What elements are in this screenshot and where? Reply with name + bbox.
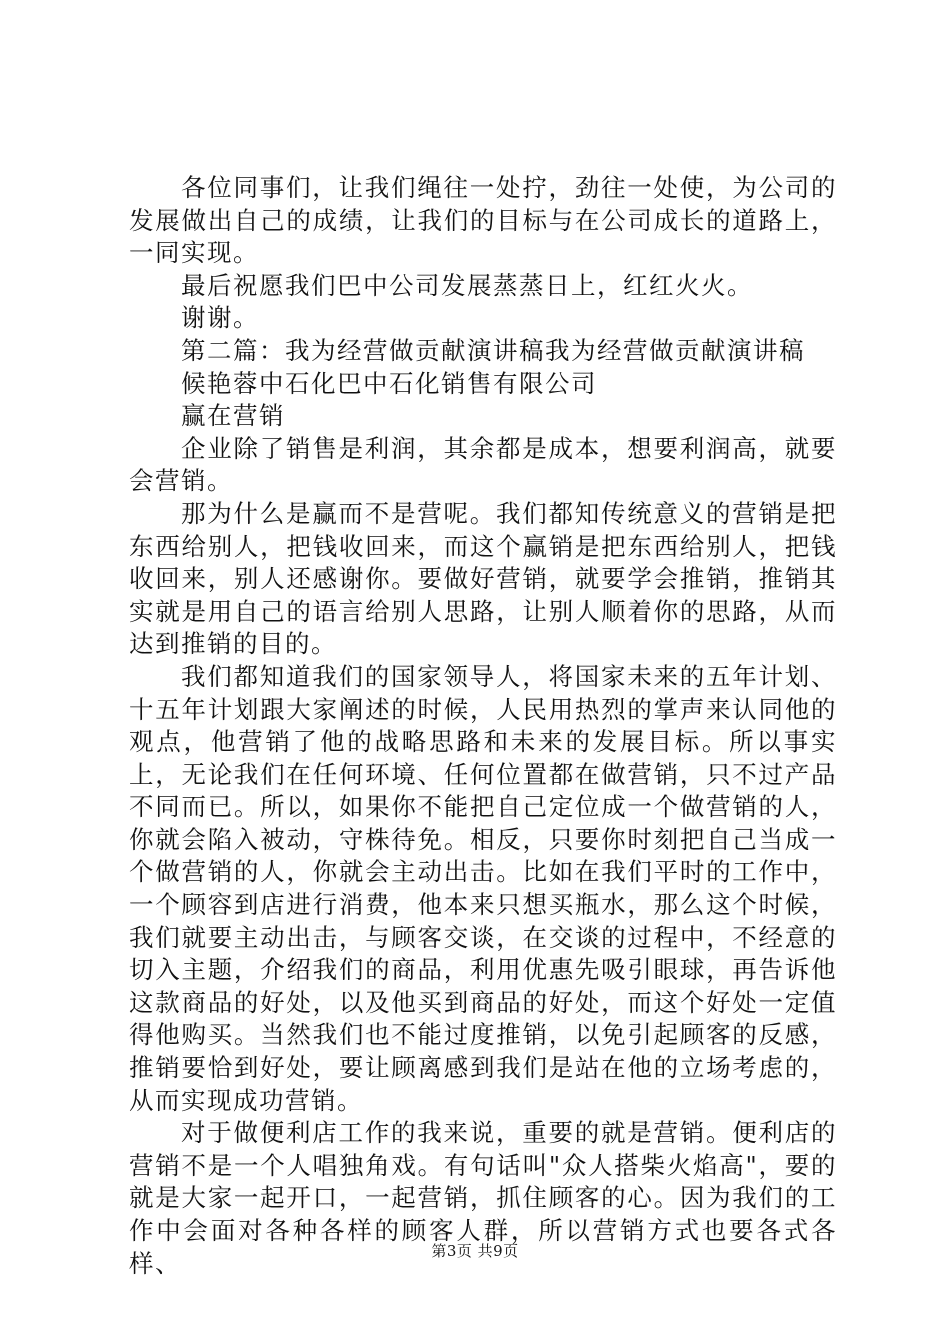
- document-body: [129, 172, 837, 1280]
- paragraph-why-win: 那为什么是赢而不是营呢。我们都知传统意义的营销是把东西给别人，把钱收回来，而这个赢销是把东西给别人，把钱收回来，别人还感谢你。要做好营销，就要学会推销，推销其实就是用自己的语言给别人思路，让别人顺着你的思路，从而达到推销的目的。: [129, 498, 837, 659]
- author-line: 候艳蓉中石化巴中石化销售有限公司: [181, 368, 597, 398]
- paragraph-convenience-store: 对于做便利店工作的我来说，重要的就是营销。便利店的营销不是一个人唱独角戏。有句话叫"众人搭柴火焰高"，要的就是大家一起开口，一起营销，抓住顾客的心。因为我们的工作中会面对各种各样的顾客人群，所以营销方式也要各式各样、: [129, 1118, 837, 1278]
- speech-title: 赢在营销: [181, 401, 285, 431]
- paragraph-leaders-example: 我们都知道我们的国家领导人，将国家未来的五年计划、十五年计划跟大家阐述的时候，人民用热烈的掌声来认同他的观点，他营销了他的战略思路和未来的发展目标。所以事实上，无论我们在任何环境、任何位置都在做营销，只不过产品不同而已。所以，如果你不能把自己定位成一个做营销的人，你就会陷入被动，守株待免。相反，只要你时刻把自己当成一个做营销的人，你就会主动出击。比如在我们平时的工作中，一个顾容到店进行消费，他本来只想买瓶水，那么这个时候，我们就要主动出击，与顾客交谈，在交谈的过程中，不经意的切入主题，介绍我们的商品，利用优惠先吸引眼球，再告诉他这款商品的好处，以及他买到商品的好处，而这个好处一定值得他购买。当然我们也不能过度推销，以免引起顾客的反感，推销要恰到好处，要让顾离感到我们是站在他的立场考虑的，从而实现成功营销。: [129, 661, 837, 1115]
- paragraph-wishes: 最后祝愿我们巴中公司发展蒸蒸日上，红红火火。: [181, 270, 753, 300]
- page-number-footer: 第3页 共9页: [431, 1242, 519, 1260]
- section-heading: 第二篇：我为经营做贡献演讲稿我为经营做贡献演讲稿: [181, 335, 805, 365]
- paragraph-intro: 企业除了销售是利润，其余都是成本，想要利润高，就要会营销。: [129, 433, 837, 496]
- paragraph-thanks: 谢谢。: [181, 303, 259, 333]
- paragraph-closing-appeal: 各位同事们，让我们绳往一处拧，劲往一处使，为公司的发展做出自己的成绩，让我们的目标与在公司成长的道路上，一同实现。: [129, 173, 837, 268]
